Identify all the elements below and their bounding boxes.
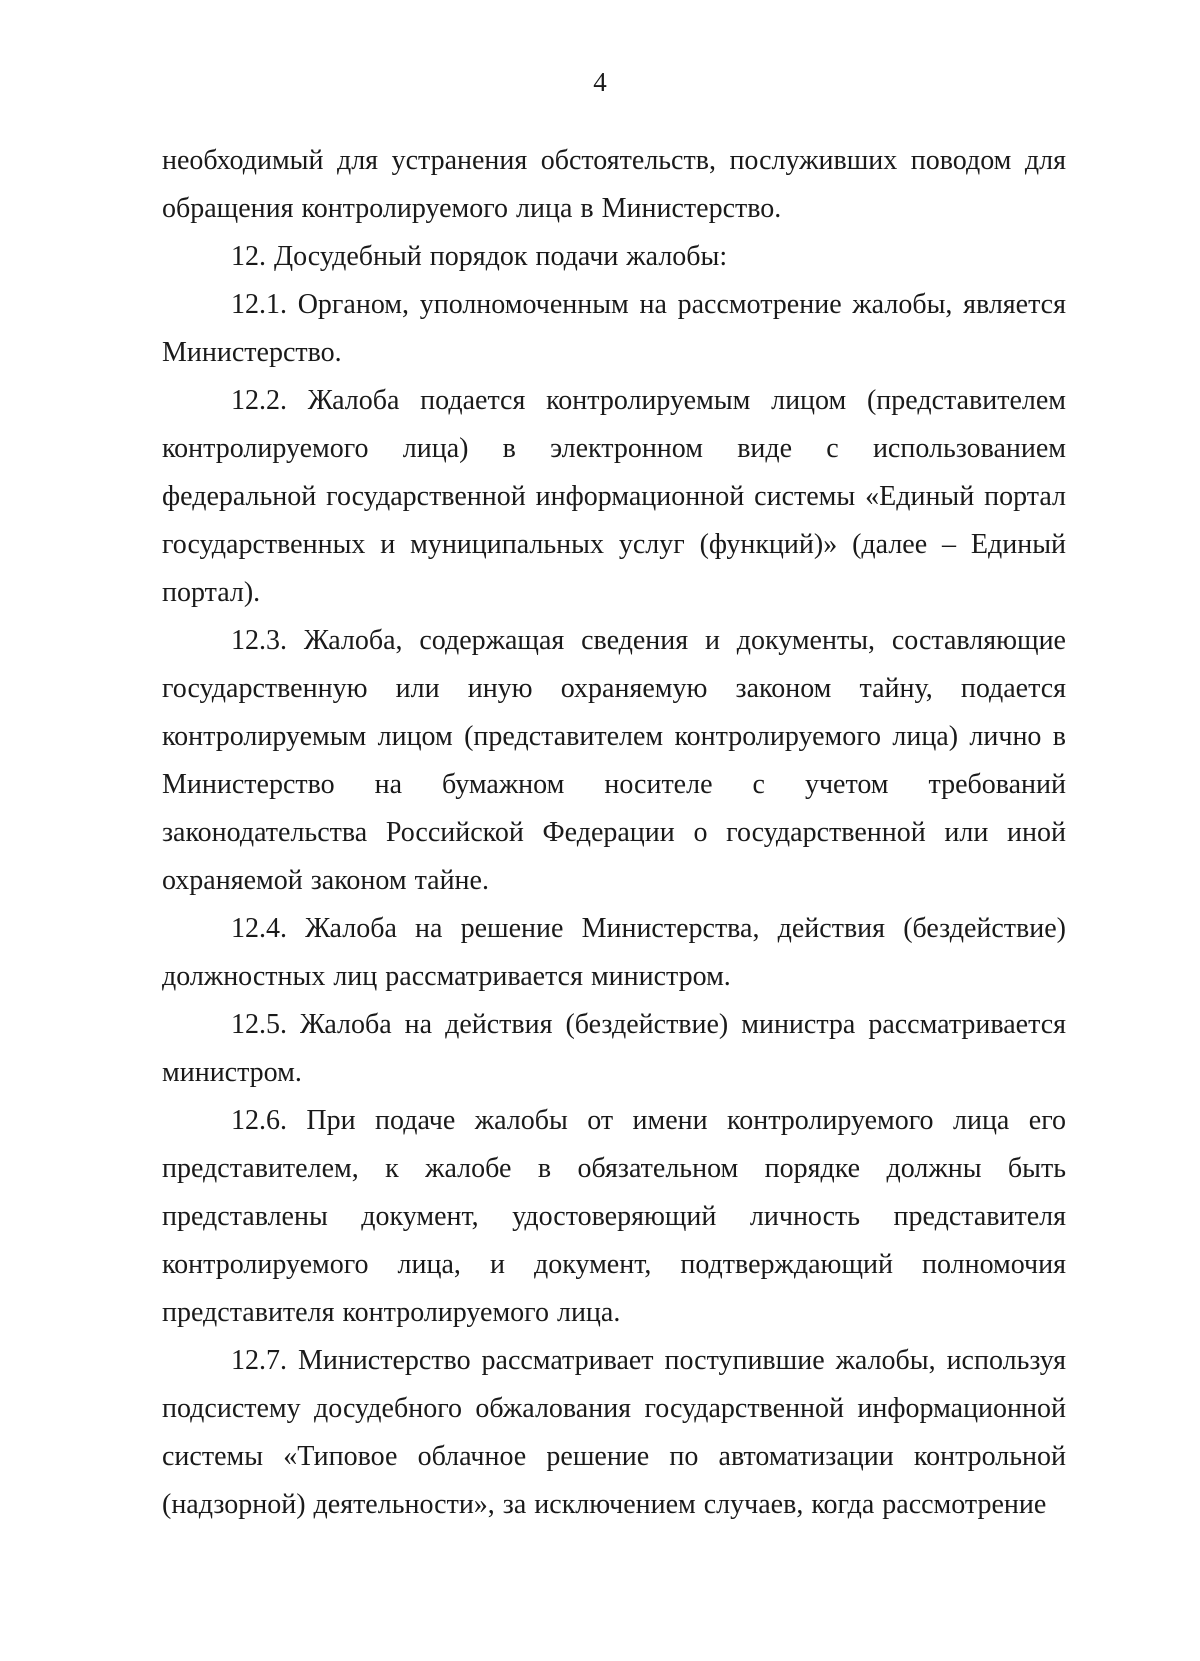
- paragraph-12-1: 12.1. Органом, уполномоченным на рассмотрение жалобы, является Министерство.: [162, 289, 1066, 368]
- paragraph-12-6: 12.6. При подаче жалобы от имени контролируемого лица его представителем, к жалобе в обязательном порядке должны быть представлены документ, удостоверяющий личность представителя контролируемого лица, и документ, подтверждающий полномочия представителя контролируемого лица.: [162, 1105, 1066, 1328]
- paragraph-12-4: 12.4. Жалоба на решение Министерства, действия (бездействие) должностных лиц рассматривается министром.: [162, 913, 1066, 992]
- paragraph-12-5: 12.5. Жалоба на действия (бездействие) министра рассматривается министром.: [162, 1009, 1066, 1088]
- paragraph-12-2: 12.2. Жалоба подается контролируемым лицом (представителем контролируемого лица) в электронном виде с использованием федеральной государственной информационной системы «Единый портал государственных и муниципальных услуг (функций)» (далее – Единый портал).: [162, 385, 1066, 608]
- paragraph-continuation: необходимый для устранения обстоятельств, послуживших поводом для обращения контролируемого лица в Министерство.: [162, 145, 1066, 224]
- document-body: [162, 137, 1066, 1529]
- paragraph-12-3: 12.3. Жалоба, содержащая сведения и документы, составляющие государственную или иную охраняемую законом тайну, подается контролируемым лицом (представителем контролируемого лица) лично в Министерство на бумажном носителе с учетом требований законодательства Российской Федерации о государственной или иной охраняемой законом тайне.: [162, 625, 1066, 896]
- page-number: 4: [593, 67, 607, 97]
- paragraph-12-7: 12.7. Министерство рассматривает поступившие жалобы, используя подсистему досудебного обжалования государственной информационной системы «Типовое облачное решение по автоматизации контрольной (надзорной) деятельности», за исключением случаев, когда рассмотрение: [162, 1345, 1066, 1520]
- paragraph-12: 12. Досудебный порядок подачи жалобы:: [231, 241, 728, 272]
